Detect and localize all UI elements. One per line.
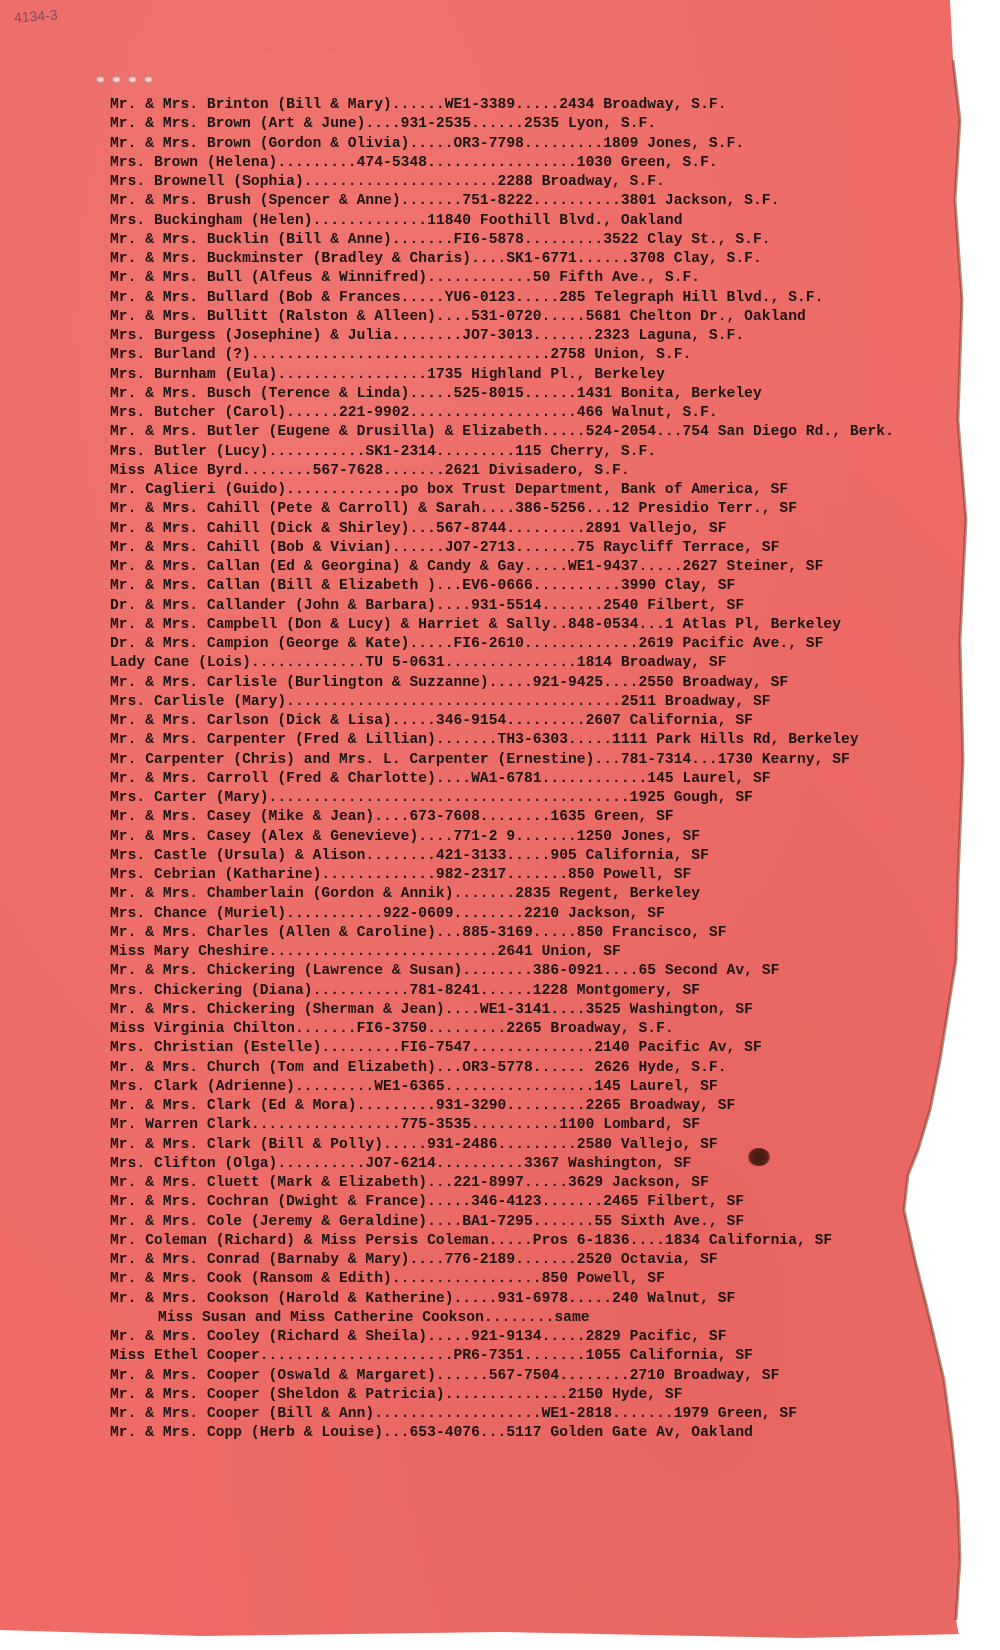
directory-entry: Mrs. Buckingham (Helen).............11840 Foothill Blvd., Oakland (110, 212, 683, 229)
directory-entry: Mr. & Mrs. Bucklin (Bill & Anne).......FI6-5878.........3522 Clay St., S.F. (110, 231, 771, 248)
directory-entry: Mr. & Mrs. Conrad (Barnaby & Mary)....776-2189.......2520 Octavia, SF (110, 1252, 718, 1268)
directory-entry: Mrs. Carlisle (Mary)......................................2511 Broadway, SF (110, 693, 771, 710)
directory-entry: Mr. & Mrs. Callan (Ed & Georgina) & Candy & Gay.....WE1-9437.....2627 Steiner, SF (110, 559, 824, 575)
directory-entry: Mr. & Mrs. Casey (Alex & Genevieve)....771-2 9.......1250 Jones, SF (110, 828, 701, 845)
directory-entry: Mr. & Mrs. Copp (Herb & Louise)...653-4076...5117 Golden Gate Av, Oakland (110, 1425, 753, 1442)
directory-entry: Mr. & Mrs. Cooper (Bill & Ann)...................WE1-2818.......1979 Green, SF (110, 1406, 797, 1422)
directory-entry: Mrs. Burland (?)..................................2758 Union, S.F. (110, 347, 692, 364)
directory-entry: Mrs. Brownell (Sophia)......................2288 Broadway, S.F. (110, 174, 665, 190)
directory-entry: Mr. & Mrs. Buckminster (Bradley & Charis)....SK1-6771......3708 Clay, S.F. (110, 251, 762, 267)
directory-entry: Mr. & Mrs. Chickering (Sherman & Jean)....WE1-3141....3525 Washington, SF (110, 1001, 753, 1018)
directory-entry: Mr. Warren Clark.................775-3535..........1100 Lombard, SF (110, 1117, 701, 1134)
directory-entry: Mr. & Mrs. Chamberlain (Gordon & Annik).......2835 Regent, Berkeley (110, 886, 701, 903)
directory-entry: Mr. & Mrs. Casey (Mike & Jean)....673-7608........1635 Green, SF (110, 809, 674, 826)
directory-entry: Mrs. Chance (Muriel)...........922-0609........2210 Jackson, SF (110, 905, 665, 922)
directory-entry: Mr. Carpenter (Chris) and Mrs. L. Carpenter (Ernestine)...781-7314...1730 Kearny, SF (110, 751, 850, 768)
directory-entry: Mrs. Butler (Lucy)...........SK1-2314.........115 Cherry, S.F. (110, 443, 657, 460)
directory-entry: Mr. & Mrs. Church (Tom and Elizabeth)...OR3-5778...... 2626 Hyde, S.F. (110, 1059, 727, 1076)
directory-entry: Miss Susan and Miss Catherine Cookson........same (158, 1309, 590, 1326)
directory-listing (110, 96, 990, 1444)
directory-entry: Mr. & Mrs. Cahill (Dick & Shirley)...567-8744.........2891 Vallejo, SF (110, 520, 727, 537)
directory-entry: Mr. & Mrs. Cooper (Oswald & Margaret)......567-7504........2710 Broadway, SF (110, 1367, 780, 1384)
directory-entry: Mr. Caglieri (Guido).............po box Trust Department, Bank of America, SF (110, 482, 789, 498)
directory-entry: Dr. & Mrs. Callander (John & Barbara)....931-5514.......2540 Filbert, SF (110, 597, 745, 614)
directory-entry: Mrs. Carter (Mary).........................................1925 Gough, SF (110, 790, 753, 806)
directory-entry: Mr. & Mrs. Cahill (Pete & Carroll) & Sarah....386-5256...12 Presidio Terr., SF (110, 501, 797, 518)
directory-entry: Mrs. Cebrian (Katharine).............982-2317.......850 Powell, SF (110, 867, 692, 883)
directory-entry: Miss Virginia Chilton.......FI6-3750.........2265 Broadway, S.F. (110, 1021, 674, 1037)
directory-entry: Mr. & Mrs. Bull (Alfeus & Winnifred)............50 Fifth Ave., S.F. (110, 270, 701, 287)
directory-entry: Mr. & Mrs. Cole (Jeremy & Geraldine)....BA1-7295.......55 Sixth Ave., SF (110, 1213, 745, 1230)
directory-entry: Mrs. Castle (Ursula) & Alison........421-3133.....905 California, SF (110, 847, 709, 864)
punch-hole (96, 76, 105, 83)
directory-entry: Mr. & Mrs. Bullitt (Ralston & Alleen)....531-0720.....5681 Chelton Dr., Oakland (110, 308, 806, 325)
directory-entry: Mrs. Christian (Estelle).........FI6-7547..............2140 Pacific Av, SF (110, 1040, 762, 1057)
directory-entry: Mr. Coleman (Richard) & Miss Persis Coleman.....Pros 6-1836....1834 California, SF (110, 1232, 833, 1249)
directory-entry: Mr. & Mrs. Clark (Bill & Polly).....931-2486.........2580 Vallejo, SF (110, 1136, 718, 1153)
directory-entry: Mr. & Mrs. Carlson (Dick & Lisa).....346-9154.........2607 California, SF (110, 713, 753, 729)
corner-handwritten-note: 4134-3 (13, 6, 59, 26)
punch-hole (112, 76, 121, 83)
directory-entry: Mr. & Mrs. Butler (Eugene & Drusilla) & Elizabeth.....524-2054...754 San Diego Rd., Berk. (110, 424, 894, 441)
directory-entry: Mr. & Mrs. Busch (Terence & Linda).....525-8015......1431 Bonita, Berkeley (110, 385, 762, 402)
directory-entry: Mr. & Mrs. Chickering (Lawrence & Susan)........386-0921....65 Second Av, SF (110, 963, 780, 980)
directory-entry: Mr. & Mrs. Cooper (Sheldon & Patricia)..............2150 Hyde, SF (110, 1386, 683, 1403)
directory-entry: Mr. & Mrs. Cooley (Richard & Sheila).....921-9134.....2829 Pacific, SF (110, 1329, 727, 1345)
directory-entry: Mr. & Mrs. Callan (Bill & Elizabeth )...EV6-0666..........3990 Clay, SF (110, 578, 736, 595)
directory-entry: Mr. & Mrs. Brown (Art & June)....931-2535......2535 Lyon, S.F. (110, 116, 657, 133)
directory-entry: Mr. & Mrs. Carroll (Fred & Charlotte)....WA1-6781............145 Laurel, SF (110, 770, 771, 787)
punch-hole (128, 76, 137, 83)
punch-hole (144, 76, 153, 83)
directory-entry: Mrs. Clark (Adrienne).........WE1-6365.................145 Laurel, SF (110, 1078, 718, 1095)
directory-entry: Mr. & Mrs. Clark (Ed & Mora).........931-3290.........2265 Broadway, SF (110, 1098, 736, 1114)
punch-holes (96, 76, 166, 86)
directory-entry: Miss Mary Cheshire..........................2641 Union, SF (110, 944, 621, 960)
directory-entry: Mr. & Mrs. Cook (Ransom & Edith).................850 Powell, SF (110, 1271, 665, 1288)
directory-entry: Mrs. Burnham (Eula).................1735 Highland Pl., Berkeley (110, 366, 665, 383)
directory-entry: Mr. & Mrs. Campbell (Don & Lucy) & Harriet & Sally..848-0534...1 Atlas Pl, Berkeley (110, 616, 842, 633)
directory-entry: Mr. & Mrs. Bullard (Bob & Frances.....YU6-0123.....285 Telegraph Hill Blvd., S.F. (110, 289, 824, 306)
directory-entry: Miss Ethel Cooper......................PR6-7351.......1055 California, SF (110, 1348, 753, 1365)
directory-entry: Mr. & Mrs. Cookson (Harold & Katherine).....931-6978.....240 Walnut, SF (110, 1290, 736, 1307)
directory-entry: Mr. & Mrs. Charles (Allen & Caroline)...885-3169.....850 Francisco, SF (110, 924, 727, 941)
directory-entry: Mr. & Mrs. Carlisle (Burlington & Suzzanne).....921-9425....2550 Broadway, SF (110, 674, 789, 691)
directory-entry: Mrs. Butcher (Carol)......221-9902...................466 Walnut, S.F. (110, 405, 718, 421)
directory-entry: Mr. & Mrs. Brinton (Bill & Mary)......WE1-3389.....2434 Broadway, S.F. (110, 97, 727, 113)
directory-entry: Lady Cane (Lois).............TU 5-0631...............1814 Broadway, SF (110, 655, 727, 672)
directory-entry: Mr. & Mrs. Cahill (Bob & Vivian)......JO7-2713.......75 Raycliff Terrace, SF (110, 539, 780, 556)
directory-entry: Mrs. Brown (Helena).........474-5348.................1030 Green, S.F. (110, 154, 718, 171)
directory-entry: Dr. & Mrs. Campion (George & Kate).....FI6-2610.............2619 Pacific Ave., SF (110, 636, 824, 652)
directory-entry: Mrs. Burgess (Josephine) & Julia........JO7-3013.......2323 Laguna, S.F. (110, 328, 745, 344)
directory-entry: Miss Alice Byrd........567-7628.......2621 Divisadero, S.F. (110, 462, 630, 479)
directory-entry: Mrs. Clifton (Olga)..........JO7-6214..........3367 Washington, SF (110, 1155, 692, 1172)
directory-entry: Mr. & Mrs. Cluett (Mark & Elizabeth)...221-8997.....3629 Jackson, SF (110, 1175, 709, 1191)
directory-entry: Mrs. Chickering (Diana)...........781-8241......1228 Montgomery, SF (110, 982, 701, 999)
directory-entry: Mr. & Mrs. Carpenter (Fred & Lillian).......TH3-6303.....1111 Park Hills Rd, Berkeley (110, 732, 859, 749)
directory-entry: Mr. & Mrs. Brush (Spencer & Anne).......751-8222..........3801 Jackson, S.F. (110, 193, 780, 210)
directory-entry: Mr. & Mrs. Brown (Gordon & Olivia).....OR3-7798.........1809 Jones, S.F. (110, 135, 745, 152)
directory-entry: Mr. & Mrs. Cochran (Dwight & France).....346-4123.......2465 Filbert, SF (110, 1194, 745, 1211)
